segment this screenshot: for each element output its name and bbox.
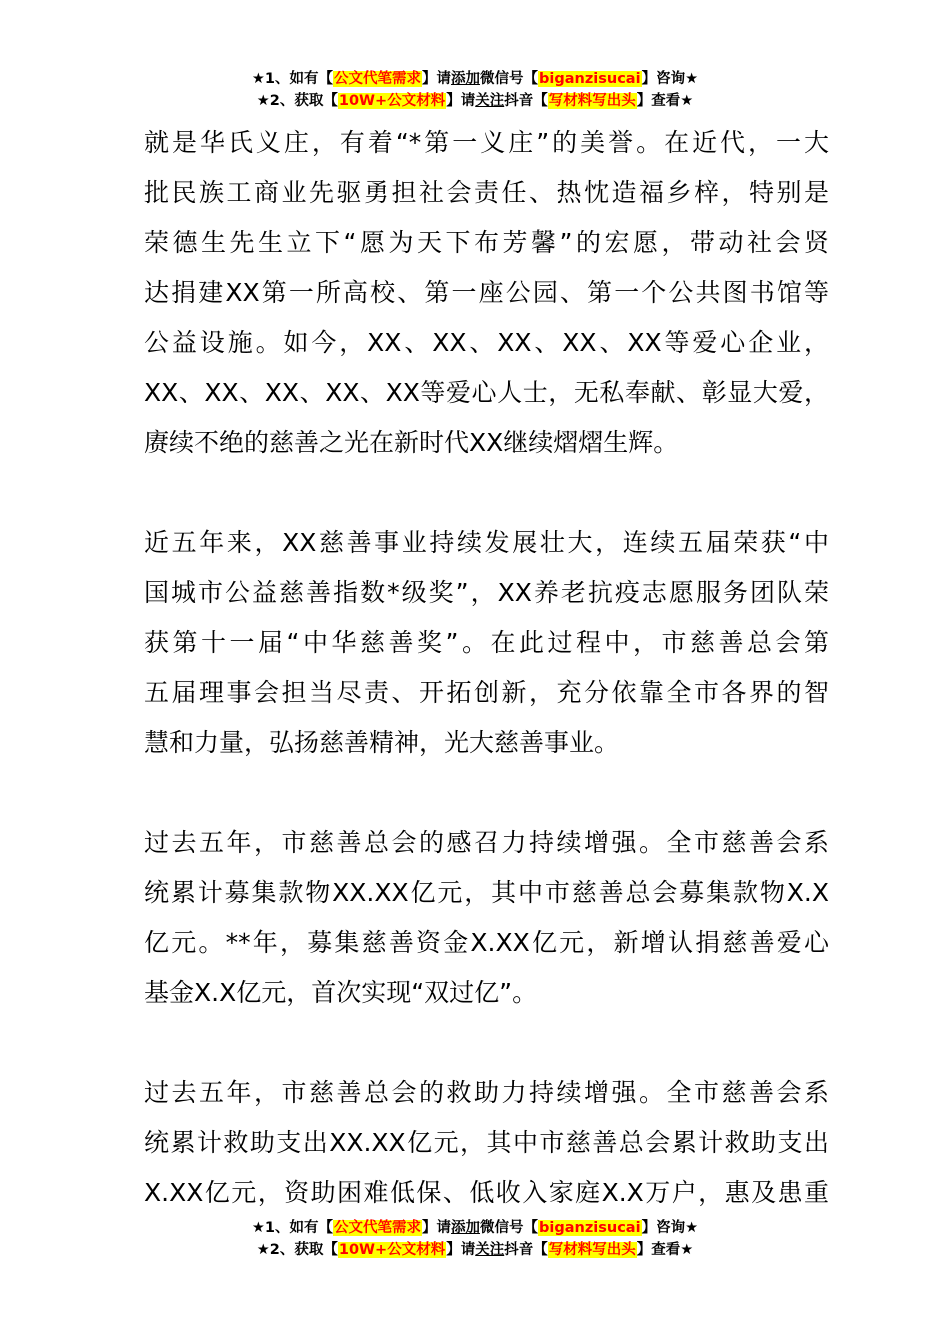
banner-line-1 — [0, 68, 950, 90]
text-line: 国城市公益慈善指数*级奖”，XX养老抗疫志愿服务团队荣 — [144, 578, 829, 607]
banner-text: 抖音【 — [504, 93, 548, 109]
banner-line-1 — [0, 1217, 950, 1239]
text-line: 获第十一届“中华慈善奖”。在此过程中，市慈善总会第 — [144, 628, 829, 657]
banner-text: ★2、获取【 — [256, 1242, 338, 1258]
header-banner — [0, 68, 950, 112]
text-line: 亿元。**年，募集慈善资金X.XX亿元，新增认捐慈善爱心 — [144, 928, 829, 957]
text-line: 统累计募集款物XX.XX亿元，其中市慈善总会募集款物X.X — [144, 878, 829, 907]
paragraph — [144, 1068, 829, 1218]
text-line: 五届理事会担当尽责、开拓创新，充分依靠全市各界的智 — [144, 678, 829, 707]
banner-text: 】请 — [422, 1220, 452, 1236]
footer-banner — [0, 1217, 950, 1261]
banner-highlight: 公文代笔需求 — [334, 71, 422, 87]
banner-text: 】咨询★ — [641, 1220, 699, 1236]
text-line: 慧和力量，弘扬慈善精神，光大慈善事业。 — [144, 728, 620, 757]
banner-highlight: 写材料写出头 — [548, 1242, 636, 1258]
text-line: 就是华氏义庄，有着“*第一义庄”的美誉。在近代，一大 — [144, 128, 829, 157]
text-line: 达捐建XX第一所高校、第一座公园、第一个公共图书馆等 — [144, 278, 829, 307]
banner-line-2 — [0, 1239, 950, 1261]
banner-highlight: biganzisucai — [539, 71, 641, 87]
document-body — [144, 118, 829, 1218]
banner-highlight: 10W+公文材料 — [338, 93, 446, 109]
banner-text: ★1、如有【 — [251, 71, 334, 87]
banner-text: 微信号【 — [480, 1220, 539, 1236]
banner-underline: 添加 — [451, 1220, 481, 1236]
banner-text: 】查看★ — [636, 1242, 694, 1258]
banner-text: 抖音【 — [504, 1242, 548, 1258]
banner-highlight: 写材料写出头 — [548, 93, 636, 109]
banner-text: 】请 — [446, 1242, 476, 1258]
text-line: X.XX亿元，资助困难低保、低收入家庭X.X万户，惠及患重 — [144, 1178, 829, 1207]
text-line: 近五年来，XX慈善事业持续发展壮大，连续五届荣获“中 — [144, 528, 829, 557]
paragraph — [144, 818, 829, 1018]
text-line: 荣德生先生立下“愿为天下布芳馨”的宏愿，带动社会贤 — [144, 228, 829, 257]
text-line: 批民族工商业先驱勇担社会责任、热忱造福乡梓，特别是 — [144, 178, 829, 207]
text-line: XX、XX、XX、XX、XX等爱心人士，无私奉献、彰显大爱， — [144, 378, 829, 407]
banner-text: ★1、如有【 — [251, 1220, 334, 1236]
text-line: 赓续不绝的慈善之光在新时代XX继续熠熠生辉。 — [144, 428, 679, 457]
banner-underline: 添加 — [451, 71, 481, 87]
banner-text: 】请 — [422, 71, 452, 87]
text-line: 过去五年，市慈善总会的救助力持续增强。全市慈善会系 — [144, 1078, 829, 1107]
banner-text: 】咨询★ — [641, 71, 699, 87]
text-line: 公益设施。如今，XX、XX、XX、XX、XX等爱心企业， — [144, 328, 829, 357]
banner-line-2 — [0, 90, 950, 112]
banner-highlight: biganzisucai — [539, 1220, 641, 1236]
banner-underline: 关注 — [475, 1242, 505, 1258]
banner-text: 】查看★ — [636, 93, 694, 109]
banner-text: ★2、获取【 — [256, 93, 338, 109]
banner-text: 】请 — [446, 93, 476, 109]
text-line: 基金X.X亿元，首次实现“双过亿”。 — [144, 978, 538, 1007]
banner-highlight: 公文代笔需求 — [334, 1220, 422, 1236]
banner-text: 微信号【 — [480, 71, 539, 87]
banner-underline: 关注 — [475, 93, 505, 109]
text-line: 过去五年，市慈善总会的感召力持续增强。全市慈善会系 — [144, 828, 829, 857]
text-line: 统累计救助支出XX.XX亿元，其中市慈善总会累计救助支出 — [144, 1128, 829, 1157]
paragraph — [144, 118, 829, 468]
paragraph — [144, 518, 829, 768]
banner-highlight: 10W+公文材料 — [338, 1242, 446, 1258]
